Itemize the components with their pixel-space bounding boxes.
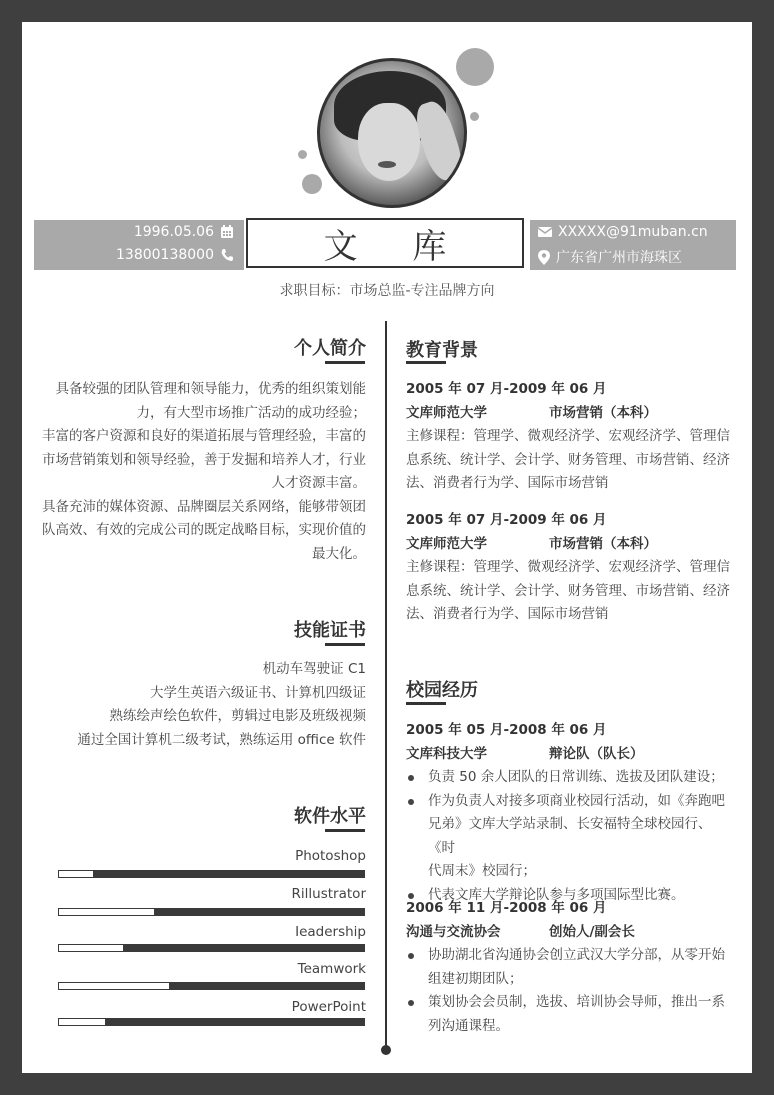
profile-text: [42, 378, 366, 566]
major: 市场营销（本科）: [549, 535, 657, 552]
decor-circle-large: [456, 48, 494, 86]
bullet-item: 策划协会会员制，选拔、培训协会导师，推出一系 列沟通课程。: [406, 991, 730, 1038]
header-band-right: [530, 220, 736, 270]
skill-label: Rillustrator: [291, 886, 366, 902]
job-objective: 求职目标：市场总监-专注品牌方向: [279, 283, 495, 299]
mail-icon: [538, 226, 552, 238]
organization-name: 文库科技大学: [406, 745, 487, 762]
bullet-item: 代表文库大学辩论队参与多项国际型比赛。: [406, 884, 730, 908]
entry-date: 2005 年 07 月-2009 年 06 月: [406, 381, 607, 397]
section-underline: [325, 829, 365, 832]
section-underline: [406, 702, 446, 705]
skill-bar-fill: [59, 909, 154, 915]
course-line: 法、消费者行为学、国际市场营销: [406, 475, 609, 491]
skill-bar-fill: [59, 983, 169, 989]
skill-label: PowerPoint: [291, 999, 366, 1015]
profile-line: 人才资源丰富。: [271, 475, 366, 491]
skill-label: Teamwork: [297, 961, 366, 977]
section-underline: [406, 361, 446, 364]
profile-line: 具备充沛的媒体资源、品牌圈层关系网络，能够带领团: [42, 498, 366, 515]
entry-date: 2005 年 05 月-2008 年 06 月: [406, 722, 607, 738]
skill-bar: [58, 944, 365, 952]
header-band-left: [34, 220, 244, 270]
school-name: 文库师范大学: [406, 404, 487, 421]
skill-label: Photoshop: [295, 848, 366, 864]
course-line: 息系统、统计学、会计学、财务管理、市场营销、经济: [406, 451, 730, 468]
major: 市场营销（本科）: [549, 404, 657, 421]
skill-bar-fill: [59, 871, 93, 877]
skill-bar: [58, 908, 365, 916]
entry-date: 2005 年 07 月-2009 年 06 月: [406, 512, 607, 528]
section-title-certificates: 技能证书: [294, 620, 366, 641]
skill-bar-fill: [59, 945, 123, 951]
decor-circle-medium: [302, 174, 322, 194]
decor-circle-small: [470, 112, 479, 121]
phone-icon: [220, 248, 234, 262]
email: XXXXX@91muban.cn: [558, 224, 708, 240]
role: 辩论队（队长）: [549, 745, 644, 762]
resume-page: [22, 22, 752, 1073]
education-entry: [406, 509, 730, 627]
candidate-name: 文 库: [246, 218, 524, 268]
center-divider: [385, 321, 387, 1051]
course-line: 主修课程：管理学、微观经济学、宏观经济学、管理信: [406, 428, 730, 444]
course-line: 主修课程：管理学、微观经济学、宏观经济学、管理信: [406, 559, 730, 575]
certificates-text: [42, 658, 366, 752]
address: 广东省广州市海珠区: [556, 250, 682, 266]
section-title-software: 软件水平: [294, 806, 366, 827]
campus-entry: [406, 897, 730, 1038]
bullet-item: 协助湖北省沟通协会创立武汉大学分部，从零开始 组建初期团队；: [406, 944, 730, 991]
skill-bar: [58, 982, 365, 990]
school-name: 文库师范大学: [406, 535, 487, 552]
section-title-education: 教育背景: [406, 340, 478, 361]
section-title-profile: 个人简介: [294, 338, 366, 359]
certificate-line: 机动车驾驶证 C1: [262, 661, 366, 677]
birth-date: 1996.05.06: [133, 224, 214, 240]
education-entry: [406, 378, 730, 496]
profile-photo: [317, 58, 467, 208]
skill-label: Ieadership: [295, 924, 366, 940]
course-line: 息系统、统计学、会计学、财务管理、市场营销、经济: [406, 582, 730, 599]
profile-line: 市场营销策划和领导经验，善于发掘和培养人才，行业: [42, 451, 366, 468]
course-line: 法、消费者行为学、国际市场营销: [406, 606, 609, 622]
skill-bar-fill: [59, 1019, 105, 1025]
bullet-item: 作为负责人对接多项商业校园行活动，如《奔跑吧 兄弟》文库大学站录制、长安福特全球校园行、《时 代周末》校园行；: [406, 790, 730, 884]
section-underline: [325, 361, 365, 364]
profile-line: 最大化。: [312, 545, 366, 562]
certificate-line: 大学生英语六级证书、计算机四级证: [150, 684, 366, 701]
role: 创始人/副会长: [549, 923, 635, 940]
organization-name: 沟通与交流协会: [406, 923, 501, 940]
certificate-line: 熟练绘声绘色软件，剪辑过电影及班级视频: [109, 708, 366, 724]
profile-line: 队高效、有效的完成公司的既定战略目标，实现价值的: [42, 522, 366, 538]
bullet-item: 负责 50 余人团队的日常训练、选拔及团队建设；: [406, 766, 730, 790]
skill-bar: [58, 1018, 365, 1026]
decor-circle-dot: [298, 150, 307, 159]
campus-entry: [406, 719, 730, 907]
profile-line: 力，有大型市场推广活动的成功经验；: [136, 404, 366, 421]
section-title-campus: 校园经历: [406, 680, 478, 701]
calendar-icon: [220, 225, 234, 239]
phone-number: 13800138000: [116, 247, 214, 263]
divider-end-dot: [381, 1045, 391, 1055]
entry-date: 2006 年 11 月-2008 年 06 月: [406, 900, 607, 916]
profile-line: 丰富的客户资源和良好的渠道拓展与管理经验，丰富的: [42, 428, 366, 444]
location-icon: [538, 250, 550, 265]
profile-line: 具备较强的团队管理和领导能力，优秀的组织策划能: [55, 381, 366, 397]
skill-bar: [58, 870, 365, 878]
certificate-line: 通过全国计算机二级考试，熟练运用 office 软件: [77, 731, 366, 748]
section-underline: [325, 643, 365, 646]
